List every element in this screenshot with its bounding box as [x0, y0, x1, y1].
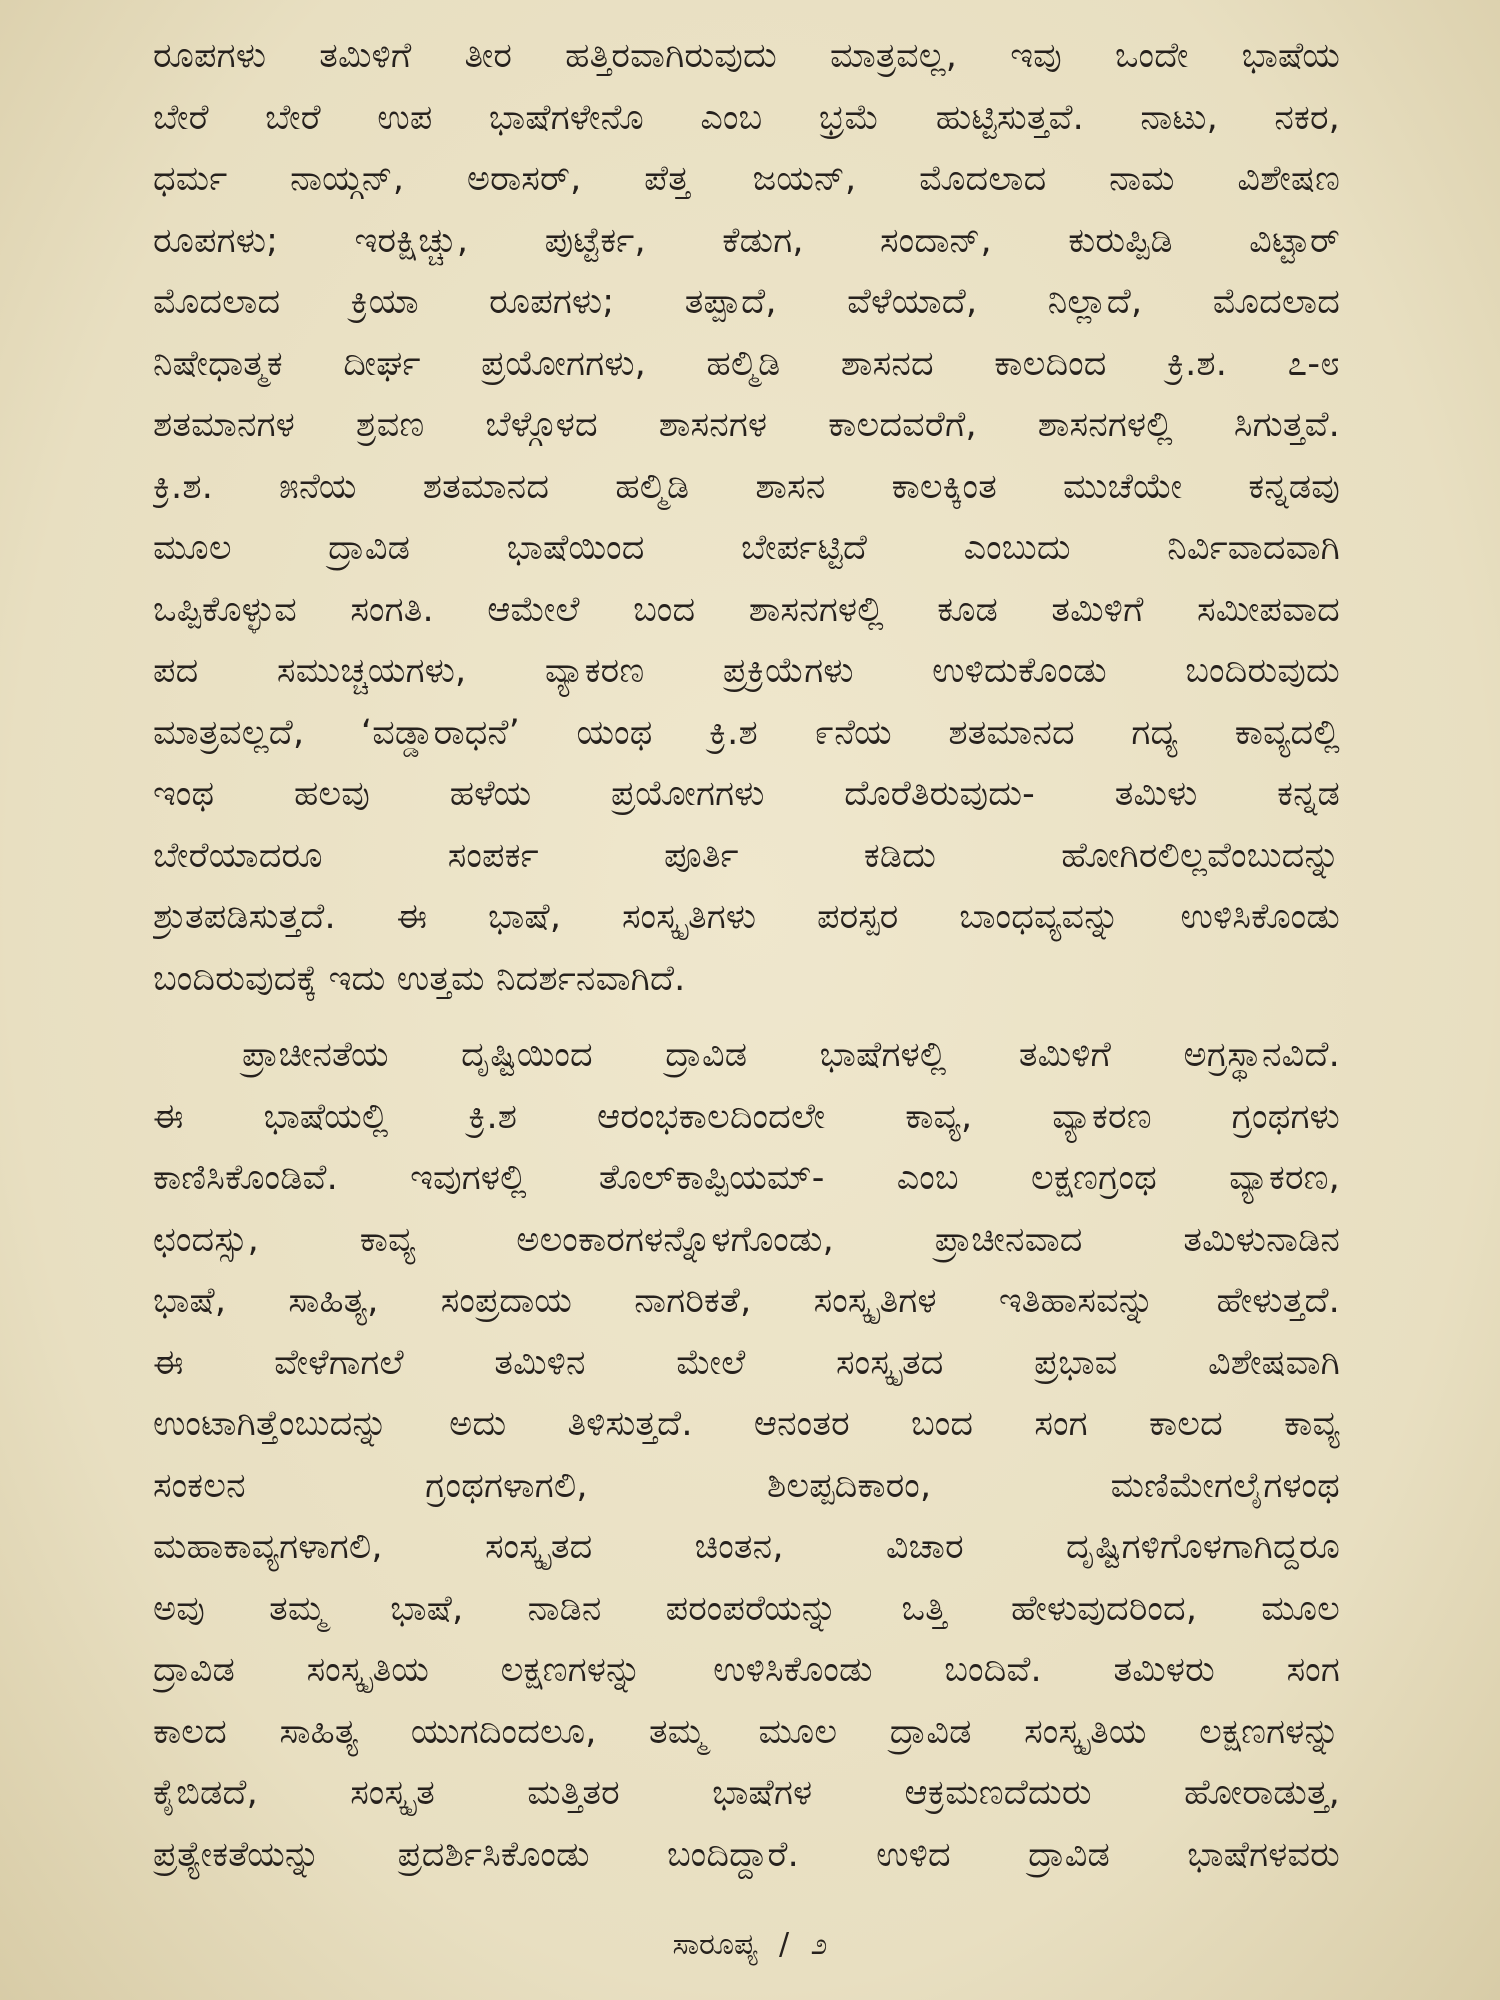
- text-line: ಮಾತ್ರವಲ್ಲದೆ, ‘ವಡ್ಡಾರಾಧನೆ’ ಯಂಥ ಕ್ರಿ.ಶ ೯ನೆಯ ಶತಮಾನದ ಗದ್ಯ ಕಾವ್ಯದಲ್ಲಿ: [153, 712, 1340, 753]
- text-line: ಬೇರೆ ಬೇರೆ ಉಪ ಭಾಷೆಗಳೇನೊ ಎಂಬ ಭ್ರಮೆ ಹುಟ್ಟಿಸುತ್ತವೆ. ನಾಟು, ನಕರ,: [153, 97, 1340, 138]
- text-line: ಒಪ್ಪಿಕೊಳ್ಳುವ ಸಂಗತಿ. ಆಮೇಲೆ ಬಂದ ಶಾಸನಗಳಲ್ಲಿ ಕೂಡ ತಮಿಳಿಗೆ ಸಮೀಪವಾದ: [153, 589, 1340, 630]
- page-footer: [0, 1925, 1500, 1965]
- text-line: ಮೂಲ ದ್ರಾವಿಡ ಭಾಷೆಯಿಂದ ಬೇರ್ಪಟ್ಟಿದೆ ಎಂಬುದು ನಿರ್ವಿವಾದವಾಗಿ: [153, 528, 1340, 568]
- text-line: ಕೈಬಿಡದೆ, ಸಂಸ್ಕೃತ ಮತ್ತಿತರ ಭಾಷೆಗಳ ಆಕ್ರಮಣದೆದುರು ಹೋರಾಡುತ್ತ,: [153, 1773, 1340, 1813]
- footer-separator: /: [778, 1927, 790, 1962]
- text-line: ಭಾಷೆ, ಸಾಹಿತ್ಯ, ಸಂಪ್ರದಾಯ ನಾಗರಿಕತೆ, ಸಂಸ್ಕೃತಿಗಳ ಇತಿಹಾಸವನ್ನು ಹೇಳುತ್ತದೆ.: [153, 1281, 1340, 1321]
- text-line: ಈ ವೇಳೆಗಾಗಲೆ ತಮಿಳಿನ ಮೇಲೆ ಸಂಸ್ಕೃತದ ಪ್ರಭಾವ ವಿಶೇಷವಾಗಿ: [153, 1342, 1340, 1383]
- text-line: ರೂಪಗಳು; ಇರಕ್ಷಿಚ್ಚು, ಪುಟ್ಟೆರ್ಕ, ಕೆಡುಗ, ಸಂದಾನ್, ಕುರುಪ್ಪಿಡಿ ವಿಟ್ಟಾರ್: [153, 220, 1340, 261]
- text-line: ಪದ ಸಮುಚ್ಚಯಗಳು, ವ್ಯಾಕರಣ ಪ್ರಕ್ರಿಯೆಗಳು ಉಳಿದುಕೊಂಡು ಬಂದಿರುವುದು: [153, 651, 1340, 691]
- text-line: ಶ್ರುತಪಡಿಸುತ್ತದೆ. ಈ ಭಾಷೆ, ಸಂಸ್ಕೃತಿಗಳು ಪರಸ್ಪರ ಬಾಂಧವ್ಯವನ್ನು ಉಳಿಸಿಕೊಂಡು: [153, 897, 1340, 937]
- text-line: ಬೇರೆಯಾದರೂ ಸಂಪರ್ಕ ಪೂರ್ತಿ ಕಡಿದು ಹೋಗಿರಲಿಲ್ಲವೆಂಬುದನ್ನು: [153, 835, 1340, 876]
- text-line: ಕಾಲದ ಸಾಹಿತ್ಯ ಯುಗದಿಂದಲೂ, ತಮ್ಮ ಮೂಲ ದ್ರಾವಿಡ ಸಂಸ್ಕೃತಿಯ ಲಕ್ಷಣಗಳನ್ನು: [153, 1711, 1340, 1752]
- text-line: ಮೊದಲಾದ ಕ್ರಿಯಾ ರೂಪಗಳು; ತಪ್ಪಾದೆ, ವೆಳೆಯಾದೆ, ನಿಲ್ಲಾದೆ, ಮೊದಲಾದ: [153, 282, 1340, 322]
- text-line: ರೂಪಗಳು ತಮಿಳಿಗೆ ತೀರ ಹತ್ತಿರವಾಗಿರುವುದು ಮಾತ್ರವಲ್ಲ, ಇವು ಒಂದೇ ಭಾಷೆಯ: [153, 36, 1340, 76]
- text-line: ದ್ರಾವಿಡ ಸಂಸ್ಕೃತಿಯ ಲಕ್ಷಣಗಳನ್ನು ಉಳಿಸಿಕೊಂಡು ಬಂದಿವೆ. ತಮಿಳರು ಸಂಗ: [153, 1650, 1340, 1690]
- text-line: ಇಂಥ ಹಲವು ಹಳೆಯ ಪ್ರಯೋಗಗಳು ದೊರೆತಿರುವುದು- ತಮಿಳು ಕನ್ನಡ: [153, 774, 1340, 814]
- text-line: ಪ್ರಾಚೀನತೆಯ ದೃಷ್ಟಿಯಿಂದ ದ್ರಾವಿಡ ಭಾಷೆಗಳಲ್ಲಿ ತಮಿಳಿಗೆ ಅಗ್ರಸ್ಥಾನವಿದೆ.: [242, 1035, 1340, 1075]
- text-line: ಧರ್ಮ ನಾಯ್ಗನ್, ಅರಾಸರ್, ಪೆತ್ತ ಜಯನ್, ಮೊದಲಾದ ನಾಮ ವಿಶೇಷಣ: [153, 159, 1340, 199]
- text-line: ಶತಮಾನಗಳ ಶ್ರವಣ ಬೆಳ್ಗೊಳದ ಶಾಸನಗಳ ಕಾಲದವರೆಗೆ, ಶಾಸನಗಳಲ್ಲಿ ಸಿಗುತ್ತವೆ.: [153, 405, 1340, 445]
- text-line: ಮಹಾಕಾವ್ಯಗಳಾಗಲಿ, ಸಂಸ್ಕೃತದ ಚಿಂತನ, ವಿಚಾರ ದೃಷ್ಟಿಗಳಿಗೊಳಗಾಗಿದ್ದರೂ: [153, 1527, 1340, 1567]
- paragraph: [153, 26, 1340, 1010]
- text-line: ಅವು ತಮ್ಮ ಭಾಷೆ, ನಾಡಿನ ಪರಂಪರೆಯನ್ನು ಒತ್ತಿ ಹೇಳುವುದರಿಂದ, ಮೂಲ: [153, 1588, 1340, 1629]
- text-line: ಪ್ರತ್ಯೇಕತೆಯನ್ನು ಪ್ರದರ್ಶಿಸಿಕೊಂಡು ಬಂದಿದ್ದಾರೆ. ಉಳಿದ ದ್ರಾವಿಡ ಭಾಷೆಗಳವರು: [153, 1834, 1340, 1875]
- text-line: ಉಂಟಾಗಿತ್ತೆಂಬುದನ್ನು ಅದು ತಿಳಿಸುತ್ತದೆ. ಆನಂತರ ಬಂದ ಸಂಗ ಕಾಲದ ಕಾವ್ಯ: [153, 1404, 1340, 1444]
- text-line: ಸಂಕಲನ ಗ್ರಂಥಗಳಾಗಲಿ, ಶಿಲಪ್ಪದಿಕಾರಂ, ಮಣಿಮೇಗಲೈಗಳಂಥ: [153, 1465, 1340, 1506]
- page-number: ೨: [810, 1927, 828, 1962]
- paragraph: [153, 1025, 1340, 1886]
- text-line: ಕ್ರಿ.ಶ. ೫ನೆಯ ಶತಮಾನದ ಹಲ್ಮಿಡಿ ಶಾಸನ ಕಾಲಕ್ಕಿಂತ ಮುಚೆಯೇ ಕನ್ನಡವು: [153, 466, 1340, 507]
- text-line: ಛಂದಸ್ಸು, ಕಾವ್ಯ ಅಲಂಕಾರಗಳನ್ನೊಳಗೊಂಡು, ಪ್ರಾಚೀನವಾದ ತಮಿಳುನಾಡಿನ: [153, 1219, 1340, 1260]
- text-line: ಈ ಭಾಷೆಯಲ್ಲಿ ಕ್ರಿ.ಶ ಆರಂಭಕಾಲದಿಂದಲೇ ಕಾವ್ಯ, ವ್ಯಾಕರಣ ಗ್ರಂಥಗಳು: [153, 1096, 1340, 1137]
- running-title: ಸಾರೂಪ್ಯ: [672, 1927, 758, 1962]
- text-line: ಕಾಣಿಸಿಕೊಂಡಿವೆ. ಇವುಗಳಲ್ಲಿ ತೊಲ್‌ಕಾಪ್ಪಿಯಮ್- ಎಂಬ ಲಕ್ಷಣಗ್ರಂಥ ವ್ಯಾಕರಣ,: [153, 1158, 1340, 1198]
- text-line: ನಿಷೇಧಾತ್ಮಕ ದೀರ್ಘ ಪ್ರಯೋಗಗಳು, ಹಲ್ಮಿಡಿ ಶಾಸನದ ಕಾಲದಿಂದ ಕ್ರಿ.ಶ. ೭-೮: [153, 343, 1340, 384]
- text-line: ಬಂದಿರುವುದಕ್ಕೆ ಇದು ಉತ್ತಮ ನಿದರ್ಶನವಾಗಿದೆ.: [153, 958, 686, 999]
